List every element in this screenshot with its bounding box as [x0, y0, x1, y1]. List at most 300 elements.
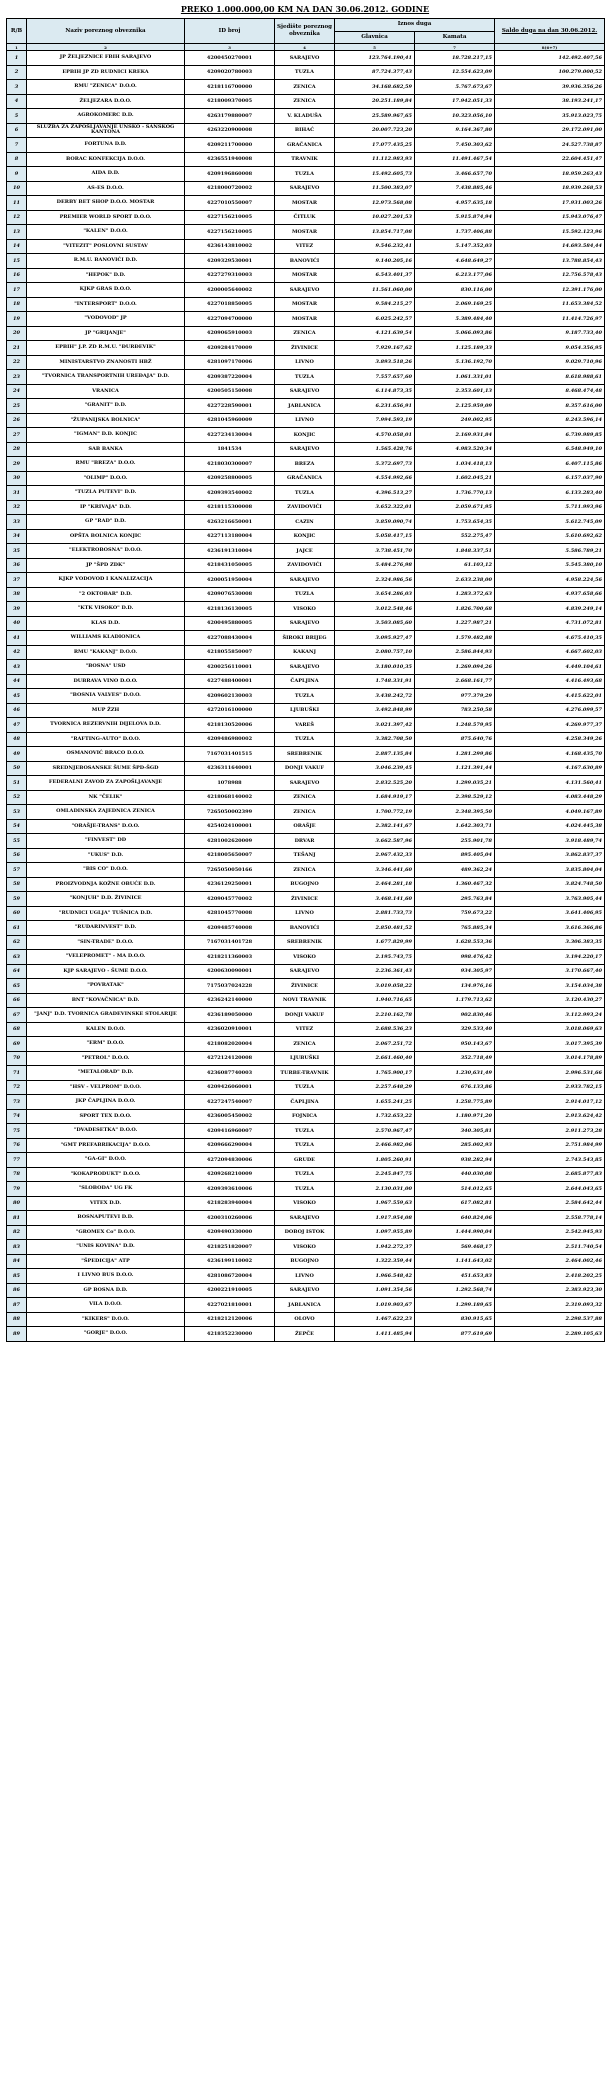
table-row [7, 631, 605, 646]
id-number: 4200450270001 [185, 51, 275, 66]
taxpayer-seat: TUZLA [275, 1182, 335, 1197]
debt-balance: 2.996.531,66 [495, 1066, 605, 1081]
taxpayer-seat: ZENICA [275, 326, 335, 341]
principal-amount: 2.881.733,73 [335, 906, 415, 921]
taxpayer-seat: JAJCE [275, 544, 335, 559]
taxpayer-name: "IGMAN" D.D. KONJIC [27, 428, 185, 443]
id-number: 4227234130004 [185, 428, 275, 443]
taxpayer-name: EPBIH JP ZD RUDNICI KREKA [27, 65, 185, 80]
taxpayer-seat: ZENICA [275, 94, 335, 109]
debt-balance: 18.939.268,53 [495, 181, 605, 196]
interest-amount: 1.602.045,21 [415, 471, 495, 486]
header-id: ID broj [185, 19, 275, 44]
debt-balance: 3.835.804,04 [495, 863, 605, 878]
interest-amount: 6.213.177,06 [415, 268, 495, 283]
taxpayer-seat: DONJI VAKUF [275, 761, 335, 776]
interest-amount: 7.438.885,46 [415, 181, 495, 196]
table-row [7, 1051, 605, 1066]
principal-amount: 3.662.587,96 [335, 834, 415, 849]
debt-balance: 4.258.349,26 [495, 732, 605, 747]
taxpayer-seat: DONJI VAKUF [275, 1008, 335, 1023]
principal-amount: 3.021.397,42 [335, 718, 415, 733]
id-number: 4218055850007 [185, 645, 275, 660]
row-number: 41 [7, 631, 27, 646]
table-row [7, 1283, 605, 1298]
row-number: 77 [7, 1153, 27, 1168]
row-number: 6 [7, 123, 27, 138]
interest-amount: 1.299.189,65 [415, 1298, 495, 1313]
debt-balance: 2.751.984,99 [495, 1138, 605, 1153]
taxpayer-name: JP "GRIJANJE" [27, 326, 185, 341]
principal-amount: 20.007.723,20 [335, 123, 415, 138]
header-balance [495, 19, 605, 44]
interest-amount: 5.147.352,03 [415, 239, 495, 254]
table-row [7, 326, 605, 341]
debt-balance: 2.913.624,42 [495, 1109, 605, 1124]
row-number: 63 [7, 950, 27, 965]
taxpayer-name: "KALEN" D.O.O. [27, 225, 185, 240]
taxpayer-name: "BOSNIA VALVES" D.O.O. [27, 689, 185, 704]
interest-amount: 5.915.874,94 [415, 210, 495, 225]
debt-balance: 9.187.733,40 [495, 326, 605, 341]
principal-amount: 1.322.359,44 [335, 1254, 415, 1269]
id-number: 4272094830006 [185, 1153, 275, 1168]
debt-balance: 8.468.474,48 [495, 384, 605, 399]
interest-amount: 5.136.192,70 [415, 355, 495, 370]
taxpayer-name: SREDNJEBOSANSKE ŠUME ŠPD-ŠGD [27, 761, 185, 776]
principal-amount: 1.765.900,17 [335, 1066, 415, 1081]
interest-amount: 1.258.775,89 [415, 1095, 495, 1110]
id-number: 4227488400001 [185, 674, 275, 689]
row-number: 83 [7, 1240, 27, 1255]
debt-balance: 4.168.435,70 [495, 747, 605, 762]
debt-balance: 4.416.493,68 [495, 674, 605, 689]
interest-amount: 875.640,76 [415, 732, 495, 747]
principal-amount: 1.700.772,19 [335, 805, 415, 820]
interest-amount: 2.059.671,95 [415, 500, 495, 515]
id-number: 4227088430004 [185, 631, 275, 646]
table-row [7, 993, 605, 1008]
id-number: 7265050002399 [185, 805, 275, 820]
row-number: 54 [7, 819, 27, 834]
id-number: 4209258800005 [185, 471, 275, 486]
table-body [7, 51, 605, 1342]
taxpayer-name: "ORAŠJE-TRANS" D.O.O. [27, 819, 185, 834]
taxpayer-seat: TUZLA [275, 370, 335, 385]
interest-amount: 1.248.579,95 [415, 718, 495, 733]
debt-balance: 3.616.366,86 [495, 921, 605, 936]
taxpayer-seat: SARAJEVO [275, 384, 335, 399]
id-number: 4218082020004 [185, 1037, 275, 1052]
table-row [7, 529, 605, 544]
table-row [7, 819, 605, 834]
debt-balance: 2.911.273,28 [495, 1124, 605, 1139]
taxpayer-seat: ŽEPČE [275, 1327, 335, 1342]
interest-amount: 759.673,22 [415, 906, 495, 921]
principal-amount: 15.492.605,73 [335, 167, 415, 182]
principal-amount: 5.372.697,73 [335, 457, 415, 472]
taxpayer-name: AIDA D.D. [27, 167, 185, 182]
interest-amount: 2.586.844,93 [415, 645, 495, 660]
taxpayer-seat: ORAŠJE [275, 819, 335, 834]
taxpayer-seat: ČAPLJINA [275, 674, 335, 689]
row-number: 19 [7, 312, 27, 327]
taxpayer-name: EPBIH" J.P. ZD R.M.U. "ĐURĐEVIK" [27, 341, 185, 356]
table-row [7, 486, 605, 501]
principal-amount: 6.231.656,91 [335, 399, 415, 414]
interest-amount: 2.398.529,12 [415, 790, 495, 805]
taxpayer-seat: TEŠANJ [275, 848, 335, 863]
id-number: 7167031401728 [185, 935, 275, 950]
taxpayer-name: IP "KRIVAJA" D.D. [27, 500, 185, 515]
principal-amount: 3.738.451,70 [335, 544, 415, 559]
principal-amount: 2.832.525,20 [335, 776, 415, 791]
row-number: 15 [7, 254, 27, 269]
taxpayer-name: "VITEZIT" POSLOVNI SUSTAV [27, 239, 185, 254]
table-row [7, 660, 605, 675]
interest-amount: 1.141.643,02 [415, 1254, 495, 1269]
debt-balance: 5.610.692,62 [495, 529, 605, 544]
row-number: 80 [7, 1196, 27, 1211]
taxpayer-seat: TUZLA [275, 65, 335, 80]
row-number: 49 [7, 747, 27, 762]
debt-balance: 3.154.034,38 [495, 979, 605, 994]
taxpayer-name: "JANJ" D.D. TVORNICA GRADEVINSKE STOLARIJE [27, 1008, 185, 1023]
taxpayer-name: SAB BANKA [27, 442, 185, 457]
row-number: 55 [7, 834, 27, 849]
row-number: 13 [7, 225, 27, 240]
row-number: 86 [7, 1283, 27, 1298]
debt-balance: 3.918.489,74 [495, 834, 605, 849]
table-row [7, 732, 605, 747]
table-row [7, 355, 605, 370]
row-number: 30 [7, 471, 27, 486]
taxpayer-seat: ČITLUK [275, 210, 335, 225]
table-row [7, 1037, 605, 1052]
principal-amount: 17.077.435,25 [335, 138, 415, 153]
interest-amount: 2.069.169,25 [415, 297, 495, 312]
debt-balance: 8.618.988,61 [495, 370, 605, 385]
table-row [7, 1211, 605, 1226]
table-row [7, 1298, 605, 1313]
taxpayer-name: PROIZVODNJA KOŽNE OBUĆE D.D. [27, 877, 185, 892]
id-number: 4281086720004 [185, 1269, 275, 1284]
interest-amount: 765.885,34 [415, 921, 495, 936]
table-row [7, 703, 605, 718]
table-row [7, 689, 605, 704]
id-number: 4200310260006 [185, 1211, 275, 1226]
taxpayer-name: "GMT PREFABRIKACIJA" D.O.O. [27, 1138, 185, 1153]
table-row [7, 65, 605, 80]
table-row [7, 1182, 605, 1197]
taxpayer-name: FEDERALNI ZAVOD ZA ZAPOŠLJAVANJE [27, 776, 185, 791]
principal-amount: 1.677.829,99 [335, 935, 415, 950]
taxpayer-seat: LIVNO [275, 355, 335, 370]
principal-amount: 2.850.481,52 [335, 921, 415, 936]
row-number: 68 [7, 1022, 27, 1037]
taxpayer-name: KALEN D.O.O. [27, 1022, 185, 1037]
debt-balance: 13.788.854,43 [495, 254, 605, 269]
taxpayer-name: "2 OKTOBAR" D.D. [27, 587, 185, 602]
taxpayer-seat: BUGOJNO [275, 1254, 335, 1269]
table-row [7, 544, 605, 559]
principal-amount: 5.058.417,15 [335, 529, 415, 544]
taxpayer-seat: ZAVIDOVIĆI [275, 558, 335, 573]
row-number: 52 [7, 790, 27, 805]
table-row [7, 848, 605, 863]
interest-amount: 1.826.700,68 [415, 602, 495, 617]
taxpayer-seat: KAKANJ [275, 645, 335, 660]
id-number: 4218352230000 [185, 1327, 275, 1342]
document-title: PREKO 1.000.000,00 KM NA DAN 30.06.2012. GODINE [180, 4, 430, 14]
principal-amount: 2.688.536,23 [335, 1022, 415, 1037]
principal-amount: 3.652.322,01 [335, 500, 415, 515]
id-number: 4209416960007 [185, 1124, 275, 1139]
taxpayer-seat: TUZLA [275, 486, 335, 501]
taxpayer-seat: KONJIC [275, 428, 335, 443]
taxpayer-name: KJKP VODOVOD I KANALIZACIJA [27, 573, 185, 588]
principal-amount: 2.464.281,18 [335, 877, 415, 892]
debt-balance: 4.449.104,61 [495, 660, 605, 675]
principal-amount: 1.805.260,91 [335, 1153, 415, 1168]
id-number: 4236199110002 [185, 1254, 275, 1269]
row-number: 40 [7, 616, 27, 631]
debt-balance: 15.592.123,96 [495, 225, 605, 240]
table-row [7, 1312, 605, 1327]
principal-amount: 9.584.215,27 [335, 297, 415, 312]
table-row [7, 964, 605, 979]
interest-amount: 1.227.987,21 [415, 616, 495, 631]
taxpayer-name: "BOSNA" USD [27, 660, 185, 675]
taxpayer-name: FORTUNA D.D. [27, 138, 185, 153]
principal-amount: 2.324.986,56 [335, 573, 415, 588]
id-number: 4200505150008 [185, 384, 275, 399]
principal-amount: 9.546.232,41 [335, 239, 415, 254]
table-row [7, 457, 605, 472]
table-row [7, 602, 605, 617]
interest-amount: 5.389.484,40 [415, 312, 495, 327]
table-row [7, 1167, 605, 1182]
taxpayer-seat: ZENICA [275, 863, 335, 878]
interest-amount: 2.353.601,13 [415, 384, 495, 399]
taxpayer-seat: JABLANICA [275, 1298, 335, 1313]
interest-amount: 1.269.094,26 [415, 660, 495, 675]
taxpayer-name: RMU "KAKANJ" D.O.O. [27, 645, 185, 660]
debt-balance: 5.711.993,96 [495, 500, 605, 515]
debt-balance: 6.548.949,10 [495, 442, 605, 457]
debt-balance: 2.298.537,88 [495, 1312, 605, 1327]
taxpayer-name: "KIKERS" D.O.O. [27, 1312, 185, 1327]
taxpayer-seat: TURBE-TRAVNIK [275, 1066, 335, 1081]
taxpayer-seat: LJUBUŠKI [275, 1051, 335, 1066]
row-number: 75 [7, 1124, 27, 1139]
id-number: 4236191310004 [185, 544, 275, 559]
id-number: 4209485740008 [185, 921, 275, 936]
interest-amount: 830.116,00 [415, 283, 495, 298]
principal-amount: 1.655.241,25 [335, 1095, 415, 1110]
row-number: 2 [7, 65, 27, 80]
debt-balance: 38.193.241,17 [495, 94, 605, 109]
row-number: 29 [7, 457, 27, 472]
debt-balance: 35.913.023,75 [495, 109, 605, 124]
taxpayer-name: JP "ŠPD ZDK" [27, 558, 185, 573]
debt-balance: 2.464.002,46 [495, 1254, 605, 1269]
principal-amount: 3.468.141,60 [335, 892, 415, 907]
debt-balance: 3.120.430,27 [495, 993, 605, 1008]
table-row [7, 834, 605, 849]
debt-balance: 2.584.642,44 [495, 1196, 605, 1211]
id-number: 4272016100000 [185, 703, 275, 718]
table-row [7, 442, 605, 457]
taxpayer-name: "HSV - VELPROM" D.O.O. [27, 1080, 185, 1095]
taxpayer-seat: LIVNO [275, 1269, 335, 1284]
interest-amount: 4.957.635,18 [415, 196, 495, 211]
principal-amount: 1.091.354,56 [335, 1283, 415, 1298]
header-balance-label: Saldo duga na dan 30.06.2012. [501, 27, 598, 34]
row-number: 1 [7, 51, 27, 66]
id-number: 4209490330000 [185, 1225, 275, 1240]
principal-amount: 3.893.518,26 [335, 355, 415, 370]
interest-amount: 830.915,65 [415, 1312, 495, 1327]
interest-amount: 934.305,97 [415, 964, 495, 979]
taxpayer-seat: ZENICA [275, 80, 335, 95]
id-number: 4209602130003 [185, 689, 275, 704]
table-row [7, 1095, 605, 1110]
table-row [7, 297, 605, 312]
principal-amount: 3.019.058,22 [335, 979, 415, 994]
table-row [7, 196, 605, 211]
row-number: 56 [7, 848, 27, 863]
id-number: 7265050050166 [185, 863, 275, 878]
table-row [7, 1138, 605, 1153]
principal-amount: 12.973.568,08 [335, 196, 415, 211]
table-row [7, 1080, 605, 1095]
taxpayer-name: "METALORAD" D.D. [27, 1066, 185, 1081]
debt-balance: 3.112.993,24 [495, 1008, 605, 1023]
row-number: 3 [7, 80, 27, 95]
taxpayer-seat: TUZLA [275, 167, 335, 182]
id-number: 4236143810002 [185, 239, 275, 254]
taxpayer-seat: MOSTAR [275, 268, 335, 283]
row-number: 32 [7, 500, 27, 515]
taxpayer-seat: ZENICA [275, 790, 335, 805]
id-number: 4281097170006 [185, 355, 275, 370]
principal-amount: 1.917.954,08 [335, 1211, 415, 1226]
id-number: 4236242140000 [185, 993, 275, 1008]
table-row [7, 181, 605, 196]
interest-amount: 1.360.467,32 [415, 877, 495, 892]
taxpayer-name: BOSNAPUTEVI D.D. [27, 1211, 185, 1226]
taxpayer-name: "PETROL" D.O.O. [27, 1051, 185, 1066]
id-number: 4227018850005 [185, 297, 275, 312]
table-row [7, 515, 605, 530]
principal-amount: 2.236.361,43 [335, 964, 415, 979]
principal-amount: 6.025.242,57 [335, 312, 415, 327]
debt-balance: 39.936.356,26 [495, 80, 605, 95]
table-row [7, 370, 605, 385]
debt-balance: 2.685.877,83 [495, 1167, 605, 1182]
debt-balance: 2.542.945,93 [495, 1225, 605, 1240]
id-number: 4227247540007 [185, 1095, 275, 1110]
principal-amount: 7.929.167,62 [335, 341, 415, 356]
debt-balance: 2.511.740,54 [495, 1240, 605, 1255]
taxpayer-seat: DRVAR [275, 834, 335, 849]
table-row [7, 587, 605, 602]
taxpayer-seat: ŽIVINICE [275, 979, 335, 994]
taxpayer-seat: GRUDE [275, 1153, 335, 1168]
interest-amount: 1.180.971,20 [415, 1109, 495, 1124]
interest-amount: 489.362,24 [415, 863, 495, 878]
table-row [7, 573, 605, 588]
taxpayer-name: "BIS CO" D.O.O. [27, 863, 185, 878]
interest-amount: 2.348.395,50 [415, 805, 495, 820]
interest-amount: 2.125.959,09 [415, 399, 495, 414]
id-number: 1841534 [185, 442, 275, 457]
debt-balance: 17.931.003,26 [495, 196, 605, 211]
row-number: 85 [7, 1269, 27, 1284]
taxpayer-seat: TUZLA [275, 1080, 335, 1095]
debt-balance: 9.029.710,96 [495, 355, 605, 370]
id-number: 4236189050000 [185, 1008, 275, 1023]
row-number: 16 [7, 268, 27, 283]
row-number: 62 [7, 935, 27, 950]
row-number: 31 [7, 486, 27, 501]
taxpayer-seat: ČAPLJINA [275, 1095, 335, 1110]
id-number: 4209065910003 [185, 326, 275, 341]
column-index: 2 [27, 44, 185, 51]
id-number: 7167031401515 [185, 747, 275, 762]
debt-balance: 6.739.989,85 [495, 428, 605, 443]
id-number: 4209284170009 [185, 341, 275, 356]
id-number: 4209268210009 [185, 1167, 275, 1182]
row-number: 18 [7, 297, 27, 312]
header-debt-amount: Iznos duga [335, 19, 495, 32]
principal-amount: 1.748.331,91 [335, 674, 415, 689]
row-number: 9 [7, 167, 27, 182]
interest-amount: 7.450.303,62 [415, 138, 495, 153]
interest-amount: 783.250,58 [415, 703, 495, 718]
row-number: 73 [7, 1095, 27, 1110]
taxpayer-name: "GROMEX Co" D.O.O. [27, 1225, 185, 1240]
taxpayer-name: WILLIAMS KLADIONICA [27, 631, 185, 646]
row-number: 45 [7, 689, 27, 704]
debt-balance: 3.014.178,89 [495, 1051, 605, 1066]
interest-amount: 451.653,83 [415, 1269, 495, 1284]
taxpayer-name: JP ŽELJEZNICE FBIH SARAJEVO [27, 51, 185, 66]
row-number: 79 [7, 1182, 27, 1197]
header-seat: Sjedište poreznog obveznika [275, 19, 335, 44]
taxpayer-seat: VISOKO [275, 1240, 335, 1255]
taxpayer-name: "VODOVOD" JP [27, 312, 185, 327]
taxpayer-seat: BANOVIĆI [275, 921, 335, 936]
interest-amount: 4.983.520,34 [415, 442, 495, 457]
principal-amount: 2.887.135,84 [335, 747, 415, 762]
table-row [7, 1327, 605, 1342]
table-row [7, 471, 605, 486]
interest-amount: 977.379,29 [415, 689, 495, 704]
principal-amount: 2.661.460,40 [335, 1051, 415, 1066]
id-number: 4227010550007 [185, 196, 275, 211]
taxpayer-seat: GRAČANICA [275, 138, 335, 153]
taxpayer-name: "RUDARINVEST" D.D. [27, 921, 185, 936]
interest-amount: 2.633.238,00 [415, 573, 495, 588]
id-number: 4218211360003 [185, 950, 275, 965]
debt-balance: 2.319.093,32 [495, 1298, 605, 1313]
principal-amount: 87.724.377,43 [335, 65, 415, 80]
principal-amount: 3.046.239,45 [335, 761, 415, 776]
interest-amount: 877.619,69 [415, 1327, 495, 1342]
row-number: 17 [7, 283, 27, 298]
